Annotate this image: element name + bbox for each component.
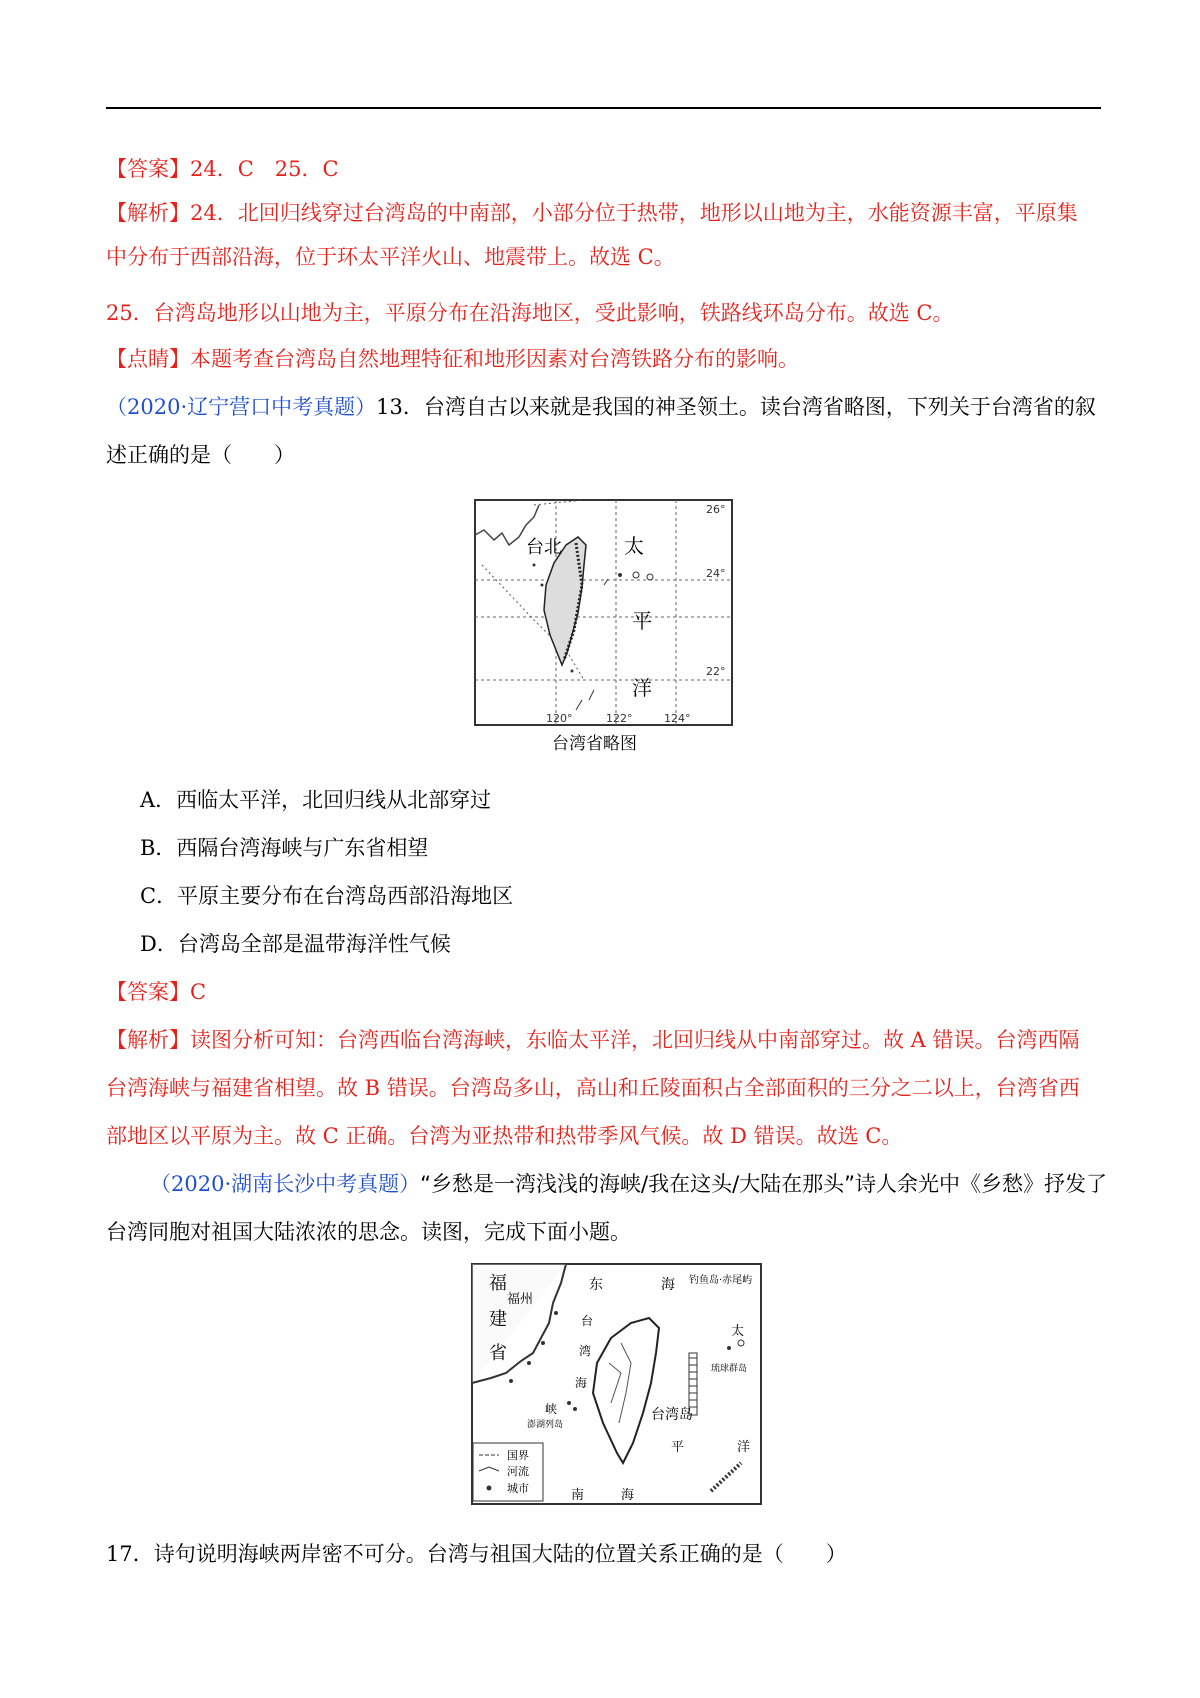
label-fu: 福 bbox=[489, 1273, 507, 1294]
q17-question: 17．诗句说明海峡两岸密不可分。台湾与祖国大陆的位置关系正确的是（ ） bbox=[106, 1542, 847, 1566]
label-diaoyu: 钓鱼岛·赤尾屿 bbox=[689, 1275, 753, 1286]
q13-stem-line2: 述正确的是（ ） bbox=[106, 443, 295, 467]
point-comment bbox=[106, 344, 799, 374]
lat-24: 24° bbox=[706, 567, 726, 580]
q13-analysis-text: 读图分析可知：台湾西临台湾海峡，东临太平洋，北回归线从中南部穿过。故 A 错误。台湾西隔 bbox=[190, 1028, 1080, 1052]
label-fuzhou: 福州 bbox=[507, 1292, 534, 1307]
label-pacific-tai: 太 bbox=[731, 1324, 745, 1339]
answer-text: 24．C 25．C bbox=[190, 157, 339, 181]
label-strait-wan: 湾 bbox=[579, 1344, 592, 1358]
legend-city: 城市 bbox=[507, 1482, 529, 1495]
label-strait-xia: 峡 bbox=[545, 1402, 558, 1416]
label-pacific-ping: 平 bbox=[671, 1440, 685, 1455]
label-strait-hai: 海 bbox=[575, 1376, 588, 1390]
lat-22: 22° bbox=[706, 665, 726, 678]
map-caption: 台湾省略图 bbox=[552, 734, 637, 754]
label-strait-tai: 台 bbox=[581, 1314, 594, 1328]
taiwan-province-map bbox=[474, 495, 736, 765]
taiwan-strait-map bbox=[471, 1263, 763, 1507]
analysis-text: 24．北回归线穿过台湾岛的中南部，小部分位于热带，地形以山地为主，水能资源丰富，平原集 bbox=[190, 201, 1078, 225]
header-rule bbox=[106, 107, 1101, 109]
taiwan-map-svg bbox=[474, 495, 736, 765]
lon-124: 124° bbox=[664, 712, 691, 725]
q17-intro-text: “乡愁是一湾浅浅的海峡/我在这头/大陆在那头”诗人余光中《乡愁》抒发了 bbox=[420, 1172, 1108, 1196]
q13-answer-text: C bbox=[190, 980, 207, 1004]
q13-stem-line1 bbox=[106, 392, 1096, 422]
analysis-25: 25．台湾岛地形以山地为主，平原分布在沿海地区，受此影响，铁路线环岛分布。故选 C。 bbox=[106, 301, 954, 325]
label-yang: 洋 bbox=[632, 676, 652, 700]
lat-26: 26° bbox=[706, 503, 726, 516]
label-sheng: 省 bbox=[489, 1343, 507, 1364]
legend-river: 河流 bbox=[507, 1465, 529, 1478]
q13-analysis-label: 【解析】 bbox=[106, 1028, 190, 1052]
lon-120: 120° bbox=[546, 712, 573, 725]
q13-answer-label: 【答案】 bbox=[106, 980, 190, 1004]
q13-stem-text: 13．台湾自古以来就是我国的神圣领土。读台湾省略图，下列关于台湾省的叙 bbox=[376, 395, 1096, 419]
q13-option-d: D．台湾岛全部是温带海洋性气候 bbox=[140, 932, 451, 956]
q13-source: （2020·辽宁营口中考真题） bbox=[106, 395, 377, 419]
answer-24-25 bbox=[106, 154, 339, 184]
legend-border: 国界 bbox=[507, 1449, 529, 1462]
q13-analysis-line1 bbox=[106, 1025, 1080, 1055]
label-taiwan-island: 台湾岛 bbox=[651, 1407, 693, 1423]
strait-map-svg bbox=[471, 1263, 763, 1507]
q13-option-c: C．平原主要分布在台湾岛西部沿海地区 bbox=[140, 884, 514, 908]
label-dong: 东 bbox=[589, 1277, 603, 1293]
analysis-24-line2: 中分布于西部沿海，位于环太平洋火山、地震带上。故选 C。 bbox=[106, 245, 675, 269]
label-tai: 太 bbox=[624, 534, 644, 558]
q13-analysis-line2: 台湾海峡与福建省相望。故 B 错误。台湾岛多山，高山和丘陵面积占全部面积的三分之二以上，台湾省西 bbox=[106, 1076, 1080, 1100]
label-hai-bottom: 海 bbox=[621, 1488, 635, 1503]
label-hai-top: 海 bbox=[661, 1277, 675, 1293]
q17-intro-line1 bbox=[150, 1169, 1107, 1199]
answer-label: 【答案】 bbox=[106, 157, 190, 181]
analysis-label: 【解析】 bbox=[106, 201, 190, 225]
label-ryukyu: 琉球群岛 bbox=[711, 1364, 748, 1374]
label-taibei: 台北 bbox=[526, 537, 562, 558]
label-jian: 建 bbox=[489, 1309, 507, 1330]
point-text: 本题考查台湾岛自然地理特征和地形因素对台湾铁路分布的影响。 bbox=[190, 347, 799, 371]
lon-122: 122° bbox=[606, 712, 633, 725]
q13-option-b: B．西隔台湾海峡与广东省相望 bbox=[140, 836, 429, 860]
q13-option-a: A．西临太平洋，北回归线从北部穿过 bbox=[140, 788, 492, 812]
q13-answer bbox=[106, 977, 206, 1007]
point-label: 【点睛】 bbox=[106, 347, 190, 371]
analysis-24-line1 bbox=[106, 198, 1078, 228]
q17-intro-line2: 台湾同胞对祖国大陆浓浓的思念。读图，完成下面小题。 bbox=[106, 1220, 631, 1244]
q13-analysis-line3: 部地区以平原为主。故 C 正确。台湾为亚热带和热带季风气候。故 D 错误。故选 C。 bbox=[106, 1124, 903, 1148]
label-nan: 南 bbox=[571, 1488, 585, 1503]
label-ping: 平 bbox=[632, 609, 652, 633]
label-pacific-yang: 洋 bbox=[737, 1440, 751, 1455]
label-penghu: 澎湖列岛 bbox=[527, 1420, 564, 1430]
q17-source: （2020·湖南长沙中考真题） bbox=[150, 1172, 421, 1196]
